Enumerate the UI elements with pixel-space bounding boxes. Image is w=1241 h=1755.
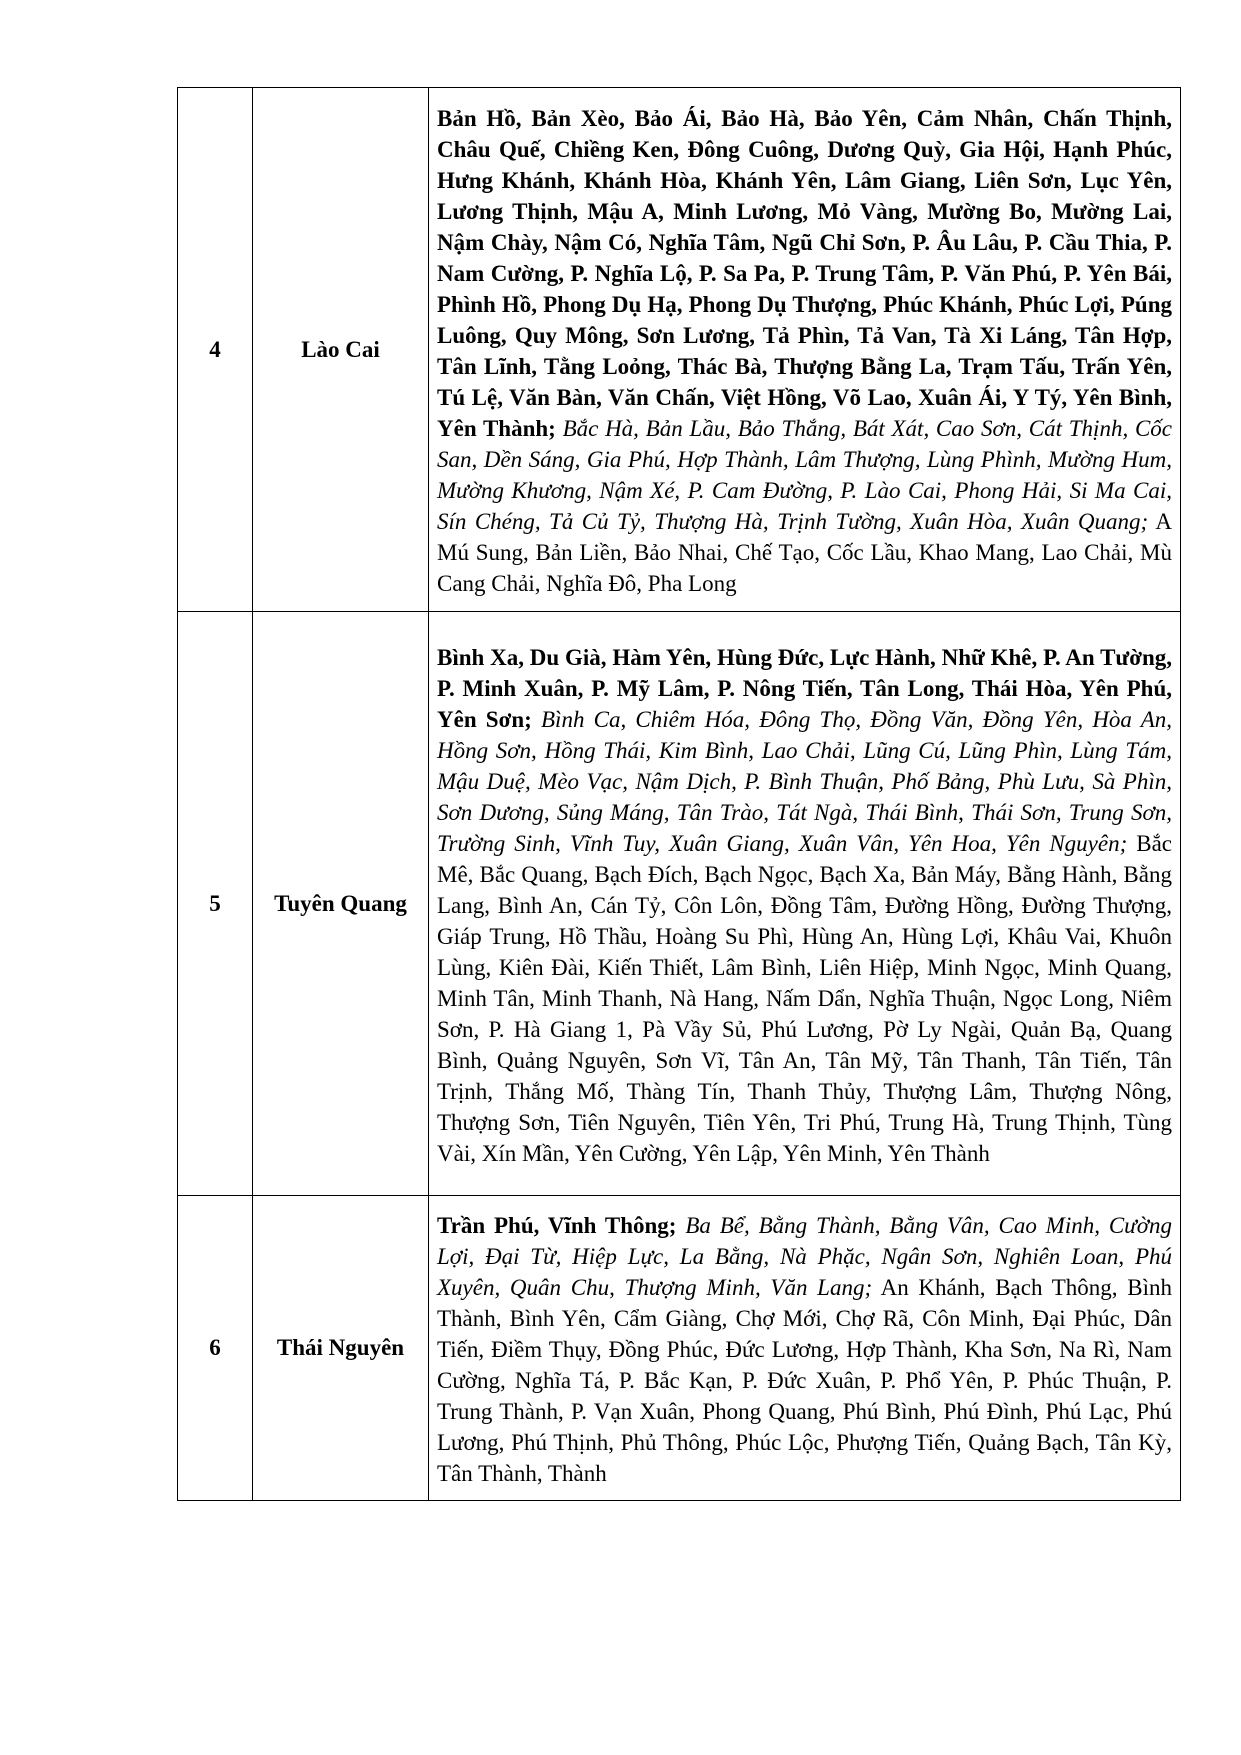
commune-table <box>177 87 1181 1501</box>
commune-group-bold: Bản Hồ, Bản Xèo, Bảo Ái, Bảo Hà, Bảo Yên, Cảm Nhân, Chấn Thịnh, Châu Quế, Chiềng Ken, Đông Cuông, Dương Quỳ, Gia Hội, Hạnh Phúc, Hưng Khánh, Khánh Hòa, Khánh Yên, Lâm Giang, Liên Sơn, Lục Yên, Lương Thịnh, Mậu A, Minh Lương, Mỏ Vàng, Mường Bo, Mường Lai, Nậm Chày, Nậm Có, Nghĩa Tâm, Ngũ Chỉ Sơn, P. Âu Lâu, P. Cầu Thia, P. Nam Cường, P. Nghĩa Lộ, P. Sa Pa, P. Trung Tâm, P. Văn Phú, P. Yên Bái, Phình Hồ, Phong Dụ Hạ, Phong Dụ Thượng, Phúc Khánh, Phúc Lợi, Púng Luông, Quy Mông, Sơn Lương, Tả Phìn, Tả Van, Tà Xi Láng, Tân Hợp, Tân Lĩnh, Tằng Loỏng, Thác Bà, Thượng Bằng La, Trạm Tấu, Trấn Yên, Tú Lệ, Văn Bàn, Văn Chấn, Việt Hồng, Võ Lao, Xuân Ái, Y Tý, Yên Bình, Yên Thành; <box>437 106 1172 441</box>
province-name: Thái Nguyên <box>253 1196 429 1501</box>
province-name: Tuyên Quang <box>253 612 429 1196</box>
commune-group-bold: Trần Phú, Vĩnh Thông; <box>437 1213 677 1238</box>
commune-group-plain: A Mú Sung, Bản Liền, Bảo Nhai, Chế Tạo, Cốc Lầu, Khao Mang, Lao Chải, Mù Cang Chải, Nghĩa Đô, Pha Long <box>437 509 1172 596</box>
row-number: 4 <box>178 88 253 612</box>
commune-list <box>429 1196 1181 1501</box>
commune-list <box>429 88 1181 612</box>
row-number: 6 <box>178 1196 253 1501</box>
commune-group-italic: Ba Bể, Bằng Thành, Bằng Vân, Cao Minh, Cường Lợi, Đại Từ, Hiệp Lực, La Bằng, Nà Phặc, Ngân Sơn, Nghiên Loan, Phú Xuyên, Quân Chu, Thượng Minh, Văn Lang; <box>437 1213 1173 1300</box>
commune-group-italic: Bình Ca, Chiêm Hóa, Đông Thọ, Đồng Văn, Đồng Yên, Hòa An, Hồng Sơn, Hồng Thái, Kim Bình, Lao Chải, Lũng Cú, Lũng Phìn, Lùng Tám, Mậu Duệ, Mèo Vạc, Nậm Dịch, P. Bình Thuận, Phố Bảng, Phù Lưu, Sà Phìn, Sơn Dương, Sủng Máng, Tân Trào, Tát Ngà, Thái Bình, Thái Sơn, Trung Sơn, Trường Sinh, Vĩnh Tuy, Xuân Giang, Xuân Vân, Yên Hoa, Yên Nguyên; <box>437 706 1173 856</box>
table-row <box>178 1196 1181 1501</box>
table-row <box>178 612 1181 1196</box>
province-name: Lào Cai <box>253 88 429 612</box>
commune-group-plain: An Khánh, Bạch Thông, Bình Thành, Bình Yên, Cẩm Giàng, Chợ Mới, Chợ Rã, Côn Minh, Đại Phúc, Dân Tiến, Điềm Thụy, Đồng Phúc, Đức Lương, Hợp Thành, Kha Sơn, Na Rì, Nam Cường, Nghĩa Tá, P. Bắc Kạn, P. Đức Xuân, P. Phổ Yên, P. Phúc Thuận, P. Trung Thành, P. Vạn Xuân, Phong Quang, Phú Bình, Phú Đình, Phú Lạc, Phú Lương, Phú Thịnh, Phủ Thông, Phúc Lộc, Phượng Tiến, Quảng Bạch, Tân Kỳ, Tân Thành, Thành <box>437 1275 1172 1486</box>
commune-group-bold: Bình Xa, Du Già, Hàm Yên, Hùng Đức, Lực Hành, Nhữ Khê, P. An Tường, P. Minh Xuân, P. Mỹ Lâm, P. Nông Tiến, Tân Long, Thái Hòa, Yên Phú, Yên Sơn; <box>437 644 1172 732</box>
row-number: 5 <box>178 612 253 1196</box>
commune-list <box>429 612 1181 1196</box>
commune-group-italic: Bắc Hà, Bản Lầu, Bảo Thắng, Bát Xát, Cao Sơn, Cát Thịnh, Cốc San, Dền Sáng, Gia Phú, Hợp Thành, Lâm Thượng, Lùng Phình, Mường Hum, Mường Khương, Nậm Xé, P. Cam Đường, P. Lào Cai, Phong Hải, Si Ma Cai, Sín Chéng, Tả Củ Tỷ, Thượng Hà, Trịnh Tường, Xuân Hòa, Xuân Quang; <box>437 416 1172 534</box>
commune-group-plain: Bắc Mê, Bắc Quang, Bạch Đích, Bạch Ngọc, Bạch Xa, Bản Máy, Bằng Hành, Bằng Lang, Bình An, Cán Tỷ, Côn Lôn, Đồng Tâm, Đường Hồng, Đường Thượng, Giáp Trung, Hồ Thầu, Hoàng Su Phì, Hùng An, Hùng Lợi, Khâu Vai, Khuôn Lùng, Kiên Đài, Kiến Thiết, Lâm Bình, Liên Hiệp, Minh Ngọc, Minh Quang, Minh Tân, Minh Thanh, Nà Hang, Nấm Dẩn, Nghĩa Thuận, Ngọc Long, Niêm Sơn, P. Hà Giang 1, Pà Vầy Sủ, Phú Lương, Pờ Ly Ngài, Quản Bạ, Quang Bình, Quảng Nguyên, Sơn Vĩ, Tân An, Tân Mỹ, Tân Thanh, Tân Tiến, Tân Trịnh, Thắng Mố, Thàng Tín, Thanh Thủy, Thượng Lâm, Thượng Nông, Thượng Sơn, Tiên Nguyên, Tiên Yên, Tri Phú, Trung Hà, Trung Thịnh, Tùng Vài, Xín Mần, Yên Cường, Yên Lập, Yên Minh, Yên Thành <box>437 830 1173 1166</box>
table-row <box>178 88 1181 612</box>
